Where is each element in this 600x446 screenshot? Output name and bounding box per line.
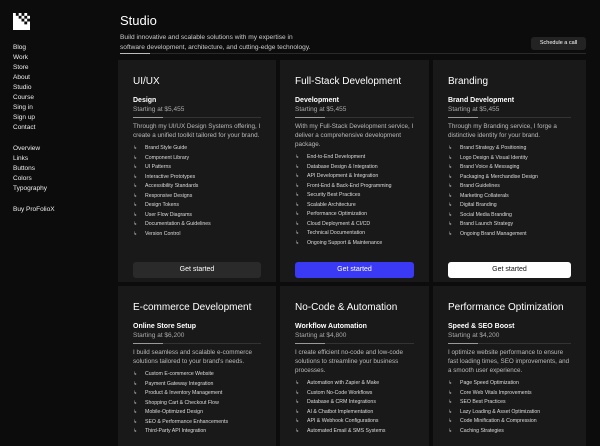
arrow-turn-icon: ↳ bbox=[295, 380, 300, 386]
card-title: No-Code & Automation bbox=[295, 302, 398, 313]
feature-item bbox=[133, 220, 261, 230]
feature-item bbox=[133, 408, 261, 418]
plan-price: Starting at $5,455 bbox=[448, 106, 500, 113]
plan-price: Starting at $4,800 bbox=[295, 332, 347, 339]
feature-label: Custom No-Code Workflows bbox=[307, 389, 373, 396]
feature-label: Database Design & Integration bbox=[307, 163, 378, 170]
arrow-turn-icon: ↳ bbox=[295, 427, 300, 434]
nav-item-overview[interactable]: Overview bbox=[13, 145, 41, 152]
arrow-turn-icon: ↳ bbox=[295, 418, 300, 424]
feature-item bbox=[133, 370, 261, 380]
arrow-turn-icon: ↳ bbox=[295, 173, 300, 179]
divider bbox=[133, 343, 261, 344]
feature-label: UI Patterns bbox=[145, 164, 171, 170]
feature-item bbox=[133, 173, 261, 183]
feature-item bbox=[133, 144, 261, 154]
feature-item bbox=[448, 408, 571, 418]
card-title: Performance Optimization bbox=[448, 302, 564, 313]
plan-name: Workflow Automation bbox=[295, 323, 367, 330]
get-started-button[interactable]: Get started bbox=[133, 262, 261, 278]
nav-item-about[interactable]: About bbox=[13, 74, 30, 81]
arrow-turn-icon: ↳ bbox=[448, 427, 453, 434]
arrow-turn-icon: ↳ bbox=[133, 145, 138, 151]
divider bbox=[448, 343, 571, 344]
feature-label: Documentation & Guidelines bbox=[145, 221, 211, 227]
feature-label: Mobile-Optimized Design bbox=[145, 409, 203, 415]
feature-item bbox=[448, 192, 571, 202]
divider bbox=[295, 343, 414, 344]
feature-item bbox=[133, 389, 261, 399]
feature-item bbox=[448, 220, 571, 230]
feature-item bbox=[295, 153, 414, 163]
feature-label: AI & Chatbot Implementation bbox=[307, 408, 374, 415]
arrow-turn-icon: ↳ bbox=[133, 418, 138, 425]
feature-label: Brand Launch Strategy bbox=[460, 221, 514, 227]
feature-item bbox=[448, 427, 571, 437]
feature-label: Social Media Branding bbox=[460, 211, 512, 218]
divider bbox=[120, 53, 586, 54]
description-line: software development, architecture, and cutting-edge technology. bbox=[120, 44, 311, 51]
sidebar bbox=[0, 0, 115, 438]
feature-item bbox=[133, 418, 261, 428]
plan-name: Brand Development bbox=[448, 97, 515, 104]
feature-label: Product & Inventory Management bbox=[145, 390, 223, 396]
feature-label: Digital Branding bbox=[460, 202, 497, 208]
arrow-turn-icon: ↳ bbox=[448, 230, 453, 237]
feature-item bbox=[448, 182, 571, 192]
feature-item bbox=[133, 182, 261, 192]
feature-label: Page Speed Optimization bbox=[460, 380, 519, 386]
arrow-turn-icon: ↳ bbox=[448, 418, 453, 424]
arrow-turn-icon: ↳ bbox=[133, 390, 138, 396]
card-title: Full-Stack Development bbox=[295, 76, 402, 87]
arrow-turn-icon: ↳ bbox=[448, 399, 453, 405]
card-title: UI/UX bbox=[133, 76, 160, 87]
feature-label: Lazy Loading & Asset Optimization bbox=[460, 408, 541, 415]
feature-item bbox=[133, 211, 261, 221]
feature-label: Marketing Collaterals bbox=[460, 192, 509, 199]
page-description bbox=[120, 33, 360, 53]
nav-item-typography[interactable]: Typography bbox=[13, 185, 47, 192]
feature-label: Scalable Architecture bbox=[307, 201, 356, 208]
arrow-turn-icon: ↳ bbox=[133, 230, 138, 237]
feature-label: Responsive Designs bbox=[145, 192, 193, 199]
arrow-turn-icon: ↳ bbox=[133, 164, 138, 170]
arrow-turn-icon: ↳ bbox=[133, 380, 138, 387]
arrow-turn-icon: ↳ bbox=[295, 239, 300, 246]
feature-item bbox=[133, 399, 261, 409]
feature-label: Version Control bbox=[145, 230, 181, 237]
feature-item bbox=[133, 230, 261, 240]
arrow-turn-icon: ↳ bbox=[295, 192, 300, 198]
nav-item-buttons[interactable]: Buttons bbox=[13, 165, 36, 172]
arrow-turn-icon: ↳ bbox=[448, 202, 453, 208]
feature-label: End-to-End Development bbox=[307, 154, 366, 160]
feature-label: Brand Voice & Messaging bbox=[460, 164, 520, 170]
arrow-turn-icon: ↳ bbox=[133, 409, 138, 415]
plan-name: Design bbox=[133, 97, 157, 104]
plan-name: Speed & SEO Boost bbox=[448, 323, 515, 330]
feature-label: Logo Design & Visual Identity bbox=[460, 154, 528, 161]
nav-item-store[interactable]: Store bbox=[13, 64, 29, 71]
arrow-turn-icon: ↳ bbox=[448, 173, 453, 180]
feature-label: API Development & Integration bbox=[307, 173, 379, 179]
feature-item bbox=[295, 379, 414, 389]
plan-name: Development bbox=[295, 97, 339, 104]
arrow-turn-icon: ↳ bbox=[448, 408, 453, 415]
feature-item bbox=[295, 182, 414, 192]
feature-label: Brand Guidelines bbox=[460, 183, 500, 189]
arrow-turn-icon: ↳ bbox=[295, 220, 300, 227]
arrow-turn-icon: ↳ bbox=[448, 221, 453, 227]
feature-item bbox=[295, 163, 414, 173]
card-description: I optimize website performance to ensure fast loading times, SEO improvements, and a smooth user experience. bbox=[448, 349, 570, 374]
feature-item bbox=[448, 398, 571, 408]
nav-item-blog[interactable]: Blog bbox=[13, 44, 27, 51]
arrow-turn-icon: ↳ bbox=[295, 201, 300, 208]
feature-item bbox=[295, 210, 414, 220]
arrow-turn-icon: ↳ bbox=[448, 211, 453, 218]
feature-item bbox=[133, 427, 261, 437]
feature-label: SEO & Performance Enhancements bbox=[145, 418, 229, 425]
arrow-turn-icon: ↳ bbox=[448, 145, 453, 151]
nav-item-sing-in[interactable]: Sing in bbox=[13, 104, 33, 111]
card-description: Through my Branding service, I forge a distinctive identity for your brand. bbox=[448, 123, 557, 139]
feature-label: User Flow Diagrams bbox=[145, 211, 192, 218]
main-nav bbox=[13, 43, 35, 133]
nav-item-links[interactable]: Links bbox=[13, 155, 29, 162]
nav-item-work[interactable]: Work bbox=[13, 54, 29, 61]
feature-item bbox=[448, 389, 571, 399]
arrow-turn-icon: ↳ bbox=[295, 389, 300, 396]
description-line: Build innovative and scalable solutions with my expertise in bbox=[120, 34, 293, 41]
schedule-call-button[interactable]: Schedule a call bbox=[531, 37, 586, 50]
get-started-button[interactable]: Get started bbox=[295, 262, 414, 278]
page-title: Studio bbox=[120, 13, 157, 28]
feature-item bbox=[295, 427, 414, 437]
arrow-turn-icon: ↳ bbox=[295, 211, 300, 217]
plan-name: Online Store Setup bbox=[133, 323, 197, 330]
feature-item bbox=[448, 144, 571, 154]
nav-item-course[interactable]: Course bbox=[13, 94, 34, 101]
arrow-turn-icon: ↳ bbox=[133, 173, 138, 180]
feature-item bbox=[295, 389, 414, 399]
feature-label: Database & CRM Integrations bbox=[307, 399, 376, 405]
nav-item-studio[interactable]: Studio bbox=[13, 84, 32, 91]
divider bbox=[295, 117, 414, 118]
arrow-turn-icon: ↳ bbox=[448, 183, 453, 189]
feature-item bbox=[133, 380, 261, 390]
arrow-turn-icon: ↳ bbox=[295, 154, 300, 160]
arrow-turn-icon: ↳ bbox=[133, 154, 138, 161]
feature-label: Code Minification & Compression bbox=[460, 418, 537, 424]
feature-item bbox=[448, 163, 571, 173]
arrow-turn-icon: ↳ bbox=[133, 211, 138, 218]
card-description: I build seamless and scalable e-commerce solutions tailored to your brand's needs. bbox=[133, 349, 252, 365]
nav-item-sign-up[interactable]: Sign up bbox=[13, 114, 36, 121]
arrow-turn-icon: ↳ bbox=[295, 182, 300, 189]
service-card bbox=[118, 60, 276, 282]
divider bbox=[133, 117, 261, 118]
arrow-turn-icon: ↳ bbox=[133, 202, 138, 208]
service-card bbox=[433, 60, 586, 282]
service-card bbox=[280, 286, 429, 446]
feature-label: SEO Best Practices bbox=[460, 399, 506, 405]
feature-item bbox=[448, 230, 571, 240]
feature-item bbox=[133, 192, 261, 202]
docs-nav bbox=[13, 144, 47, 194]
feature-item bbox=[448, 379, 571, 389]
divider bbox=[448, 117, 571, 118]
arrow-turn-icon: ↳ bbox=[448, 389, 453, 396]
get-started-button[interactable]: Get started bbox=[448, 262, 571, 278]
arrow-turn-icon: ↳ bbox=[448, 164, 453, 170]
feature-label: Third-Party API Integration bbox=[145, 428, 207, 434]
feature-label: Automation with Zapier & Make bbox=[307, 380, 380, 386]
feature-label: Technical Documentation bbox=[307, 230, 365, 236]
arrow-turn-icon: ↳ bbox=[133, 183, 138, 189]
feature-item bbox=[295, 172, 414, 182]
services-grid bbox=[118, 60, 586, 446]
feature-item bbox=[133, 163, 261, 173]
arrow-turn-icon: ↳ bbox=[448, 380, 453, 386]
arrow-turn-icon: ↳ bbox=[133, 192, 138, 199]
feature-label: Performance Optimization bbox=[307, 211, 367, 217]
arrow-turn-icon: ↳ bbox=[295, 408, 300, 415]
feature-label: Custom E-commerce Website bbox=[145, 371, 214, 377]
feature-item bbox=[133, 201, 261, 211]
arrow-turn-icon: ↳ bbox=[295, 163, 300, 170]
service-card bbox=[118, 286, 276, 446]
feature-item bbox=[448, 173, 571, 183]
arrow-turn-icon: ↳ bbox=[133, 221, 138, 227]
feature-label: Brand Strategy & Positioning bbox=[460, 145, 527, 151]
arrow-turn-icon: ↳ bbox=[295, 399, 300, 405]
feature-item bbox=[295, 220, 414, 230]
feature-label: Accessibility Standards bbox=[145, 183, 199, 189]
card-description: I create efficient no-code and low-code solutions to streamline your business processes. bbox=[295, 349, 404, 374]
feature-item bbox=[133, 154, 261, 164]
feature-item bbox=[448, 211, 571, 221]
feature-item bbox=[295, 239, 414, 249]
feature-item bbox=[295, 191, 414, 201]
feature-label: Payment Gateway Integration bbox=[145, 380, 214, 387]
feature-label: Automated Email & SMS Systems bbox=[307, 427, 386, 434]
feature-item bbox=[448, 417, 571, 427]
plan-price: Starting at $4,200 bbox=[448, 332, 500, 339]
feature-item bbox=[448, 154, 571, 164]
service-card bbox=[280, 60, 429, 282]
nav-item-contact[interactable]: Contact bbox=[13, 124, 36, 131]
buy-link[interactable]: Buy ProFolioX bbox=[13, 206, 55, 213]
feature-label: Core Web Vitals Improvements bbox=[460, 389, 532, 396]
feature-label: Design Tokens bbox=[145, 202, 179, 208]
arrow-turn-icon: ↳ bbox=[133, 371, 138, 377]
plan-price: Starting at $5,455 bbox=[133, 106, 185, 113]
card-title: Branding bbox=[448, 76, 489, 87]
feature-item bbox=[295, 398, 414, 408]
feature-label: Interactive Prototypes bbox=[145, 173, 196, 180]
feature-label: Security Best Practices bbox=[307, 192, 361, 198]
plan-price: Starting at $6,200 bbox=[133, 332, 185, 339]
feature-label: Cloud Deployment & CI/CD bbox=[307, 220, 371, 227]
card-description: With my Full-Stack Development service, I deliver a comprehensive development package. bbox=[295, 123, 414, 148]
card-description: Through my UI/UX Design Systems offering, I create a unified toolkit tailored for your brand. bbox=[133, 123, 261, 139]
feature-label: Ongoing Support & Maintenance bbox=[307, 239, 383, 246]
feature-label: Caching Strategies bbox=[460, 427, 504, 434]
logo-icon[interactable] bbox=[13, 13, 30, 30]
feature-item bbox=[295, 201, 414, 211]
feature-label: API & Webhook Configurations bbox=[307, 418, 379, 424]
service-card bbox=[433, 286, 586, 446]
arrow-turn-icon: ↳ bbox=[448, 192, 453, 199]
card-title: E-commerce Development bbox=[133, 302, 252, 313]
arrow-turn-icon: ↳ bbox=[133, 428, 138, 434]
arrow-turn-icon: ↳ bbox=[448, 154, 453, 161]
feature-label: Shopping Cart & Checkout Flow bbox=[145, 399, 219, 406]
feature-label: Front-End & Back-End Programming bbox=[307, 182, 392, 189]
feature-item bbox=[295, 229, 414, 239]
feature-item bbox=[448, 201, 571, 211]
feature-label: Ongoing Brand Management bbox=[460, 230, 527, 237]
nav-item-colors[interactable]: Colors bbox=[13, 175, 32, 182]
feature-label: Component Library bbox=[145, 154, 190, 161]
arrow-turn-icon: ↳ bbox=[133, 399, 138, 406]
feature-item bbox=[295, 417, 414, 427]
feature-item bbox=[295, 408, 414, 418]
feature-label: Brand Style Guide bbox=[145, 145, 188, 151]
plan-price: Starting at $5,455 bbox=[295, 106, 347, 113]
feature-label: Packaging & Merchandise Design bbox=[460, 173, 538, 180]
arrow-turn-icon: ↳ bbox=[295, 230, 300, 236]
